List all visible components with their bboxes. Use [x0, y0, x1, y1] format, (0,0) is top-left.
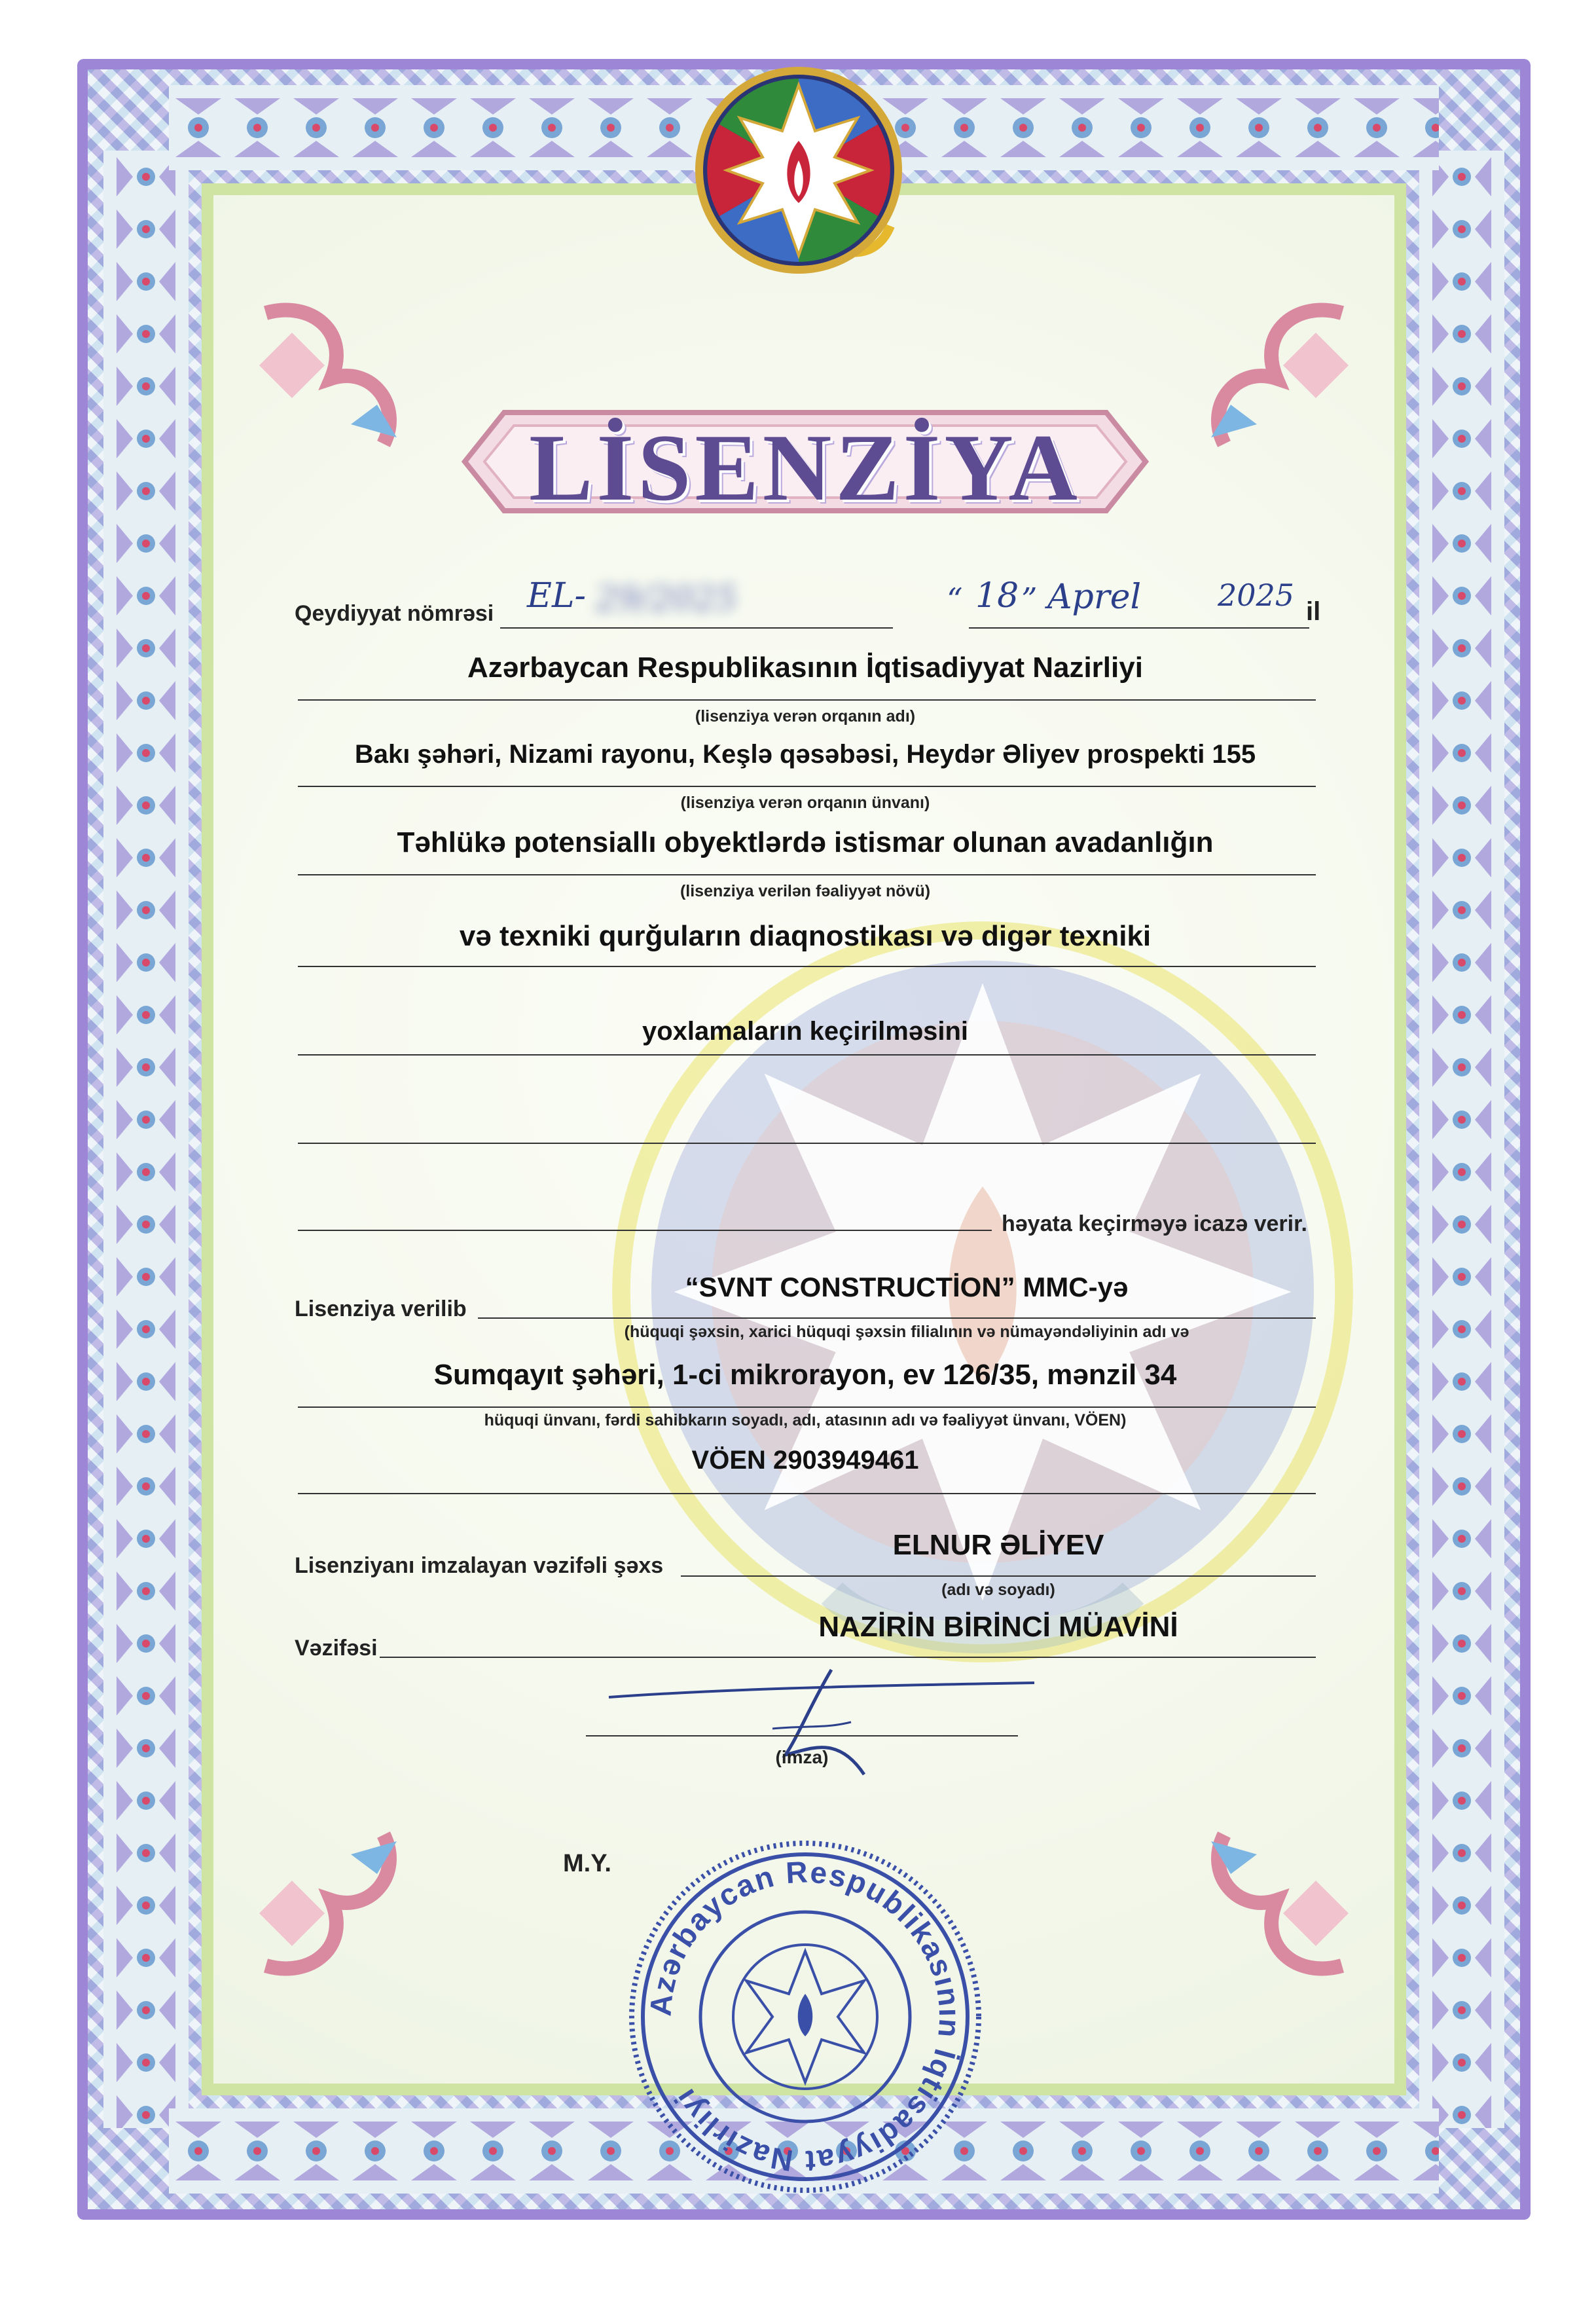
activity-line-5-rule [298, 1230, 992, 1231]
issuer-address-line [298, 786, 1316, 787]
signatory-name-line [681, 1575, 1316, 1577]
activity-line-3: yoxlamaların keçirilməsini [642, 1017, 969, 1046]
activity-line-1: Təhlükə potensiallı obyektlərdə istismar olunan avadanlığın [397, 826, 1214, 858]
activity-line-4-rule [298, 1143, 1316, 1144]
title-banner [452, 386, 1159, 537]
registration-prefix: EL- [527, 576, 587, 616]
seal-text-ring [622, 1833, 988, 2200]
issuer-address-caption: (lisenziya verən orqanın ünvanı) [680, 794, 930, 812]
stamp-label: M.Y. [563, 1850, 611, 1877]
right-ornament-strip [1419, 151, 1504, 2128]
national-emblem-icon [687, 62, 910, 285]
date-year-suffix: il [1306, 597, 1321, 626]
activity-line-2-rule [298, 966, 1316, 967]
signatory-label: Lisenziyanı imzalayan vəzifəli şəxs [295, 1553, 664, 1578]
activity-suffix: həyata keçirməyə icazə verir. [1002, 1211, 1307, 1236]
activity-line-1-rule [298, 874, 1316, 875]
issuer-name-line [298, 699, 1316, 701]
activity-caption: (lisenziya verilən fəaliyyət növü) [680, 882, 931, 900]
licensee-address: Sumqayıt şəhəri, 1-ci mikrorayon, ev 126/35, mənzil 34 [433, 1359, 1177, 1391]
licensee-name-line [478, 1317, 1316, 1319]
licensee-label: Lisenziya verilib [295, 1296, 467, 1321]
licensee-name: “SVNT CONSTRUCTİON” MMC-yə [685, 1272, 1129, 1302]
signature-line [586, 1735, 1018, 1737]
signatory-name-caption: (adı və soyadı) [941, 1581, 1055, 1599]
date-line [969, 627, 1309, 629]
date-year: 2025 [1218, 578, 1295, 613]
page-title: LİSENZİYA [529, 414, 1081, 521]
licensee-address-line [298, 1406, 1316, 1408]
issuer-name-caption: (lisenziya verən orqanın adı) [695, 707, 916, 726]
registration-number-redacted: 29/2025 [596, 579, 738, 619]
svg-text:Azərbaycan Respublikasının İqt [643, 1854, 967, 2178]
corner-ornament-bottom-left [253, 1815, 423, 1985]
licensee-caption-1: (hüquqi şəxsin, xarici hüquqi şəxsin filialının və nümayəndəliyinin adı və [624, 1323, 1189, 1341]
registration-label: Qeydiyyat nömrəsi [295, 601, 494, 626]
date-day: 18 [975, 576, 1019, 616]
corner-ornament-top-right [1185, 293, 1355, 464]
position-label: Vəzifəsi [295, 1636, 378, 1661]
corner-ornament-bottom-right [1185, 1815, 1355, 1985]
official-seal [622, 1833, 988, 2200]
date-month: Aprel [1047, 578, 1142, 617]
licensee-caption-2: hüquqi ünvanı, fərdi sahibkarın soyadı, adı, atasının adı və fəaliyyət ünvanı, VÖEN) [484, 1411, 1127, 1429]
corner-ornament-top-left [253, 293, 423, 464]
position-value: NAZİRİN BİRİNCİ MÜAVİNİ [818, 1611, 1178, 1643]
issuer-name: Azərbaycan Respublikasının İqtisadiyyat Nazirliyi [467, 652, 1143, 684]
activity-line-3-rule [298, 1054, 1316, 1056]
signature-caption: (imza) [775, 1747, 829, 1767]
activity-line-2: və texniki qurğuların diaqnostikası və digər texniki [459, 920, 1152, 952]
left-ornament-strip [103, 151, 189, 2128]
licensee-voen: VÖEN 2903949461 [691, 1446, 919, 1475]
signatory-name: ELNUR ƏLİYEV [892, 1529, 1104, 1561]
registration-line [500, 627, 893, 629]
issuer-address: Bakı şəhəri, Nizami rayonu, Keşlə qəsəbəsi, Heydər Əliyev prospekti 155 [354, 740, 1256, 769]
licensee-voen-line [298, 1493, 1316, 1494]
signature-mark [589, 1657, 1061, 1788]
seal-text: Azərbaycan Respublikasının İqtisadiyyat Nazirliyi [643, 1854, 968, 2179]
